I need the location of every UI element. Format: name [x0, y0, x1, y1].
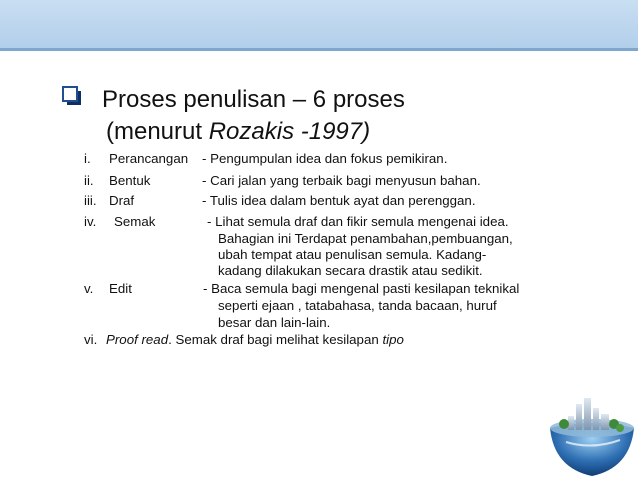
item-term: Semak [114, 214, 156, 229]
subtitle-prefix: (menurut [106, 118, 209, 145]
item-description-italic: tipo [382, 332, 404, 347]
list-item [84, 331, 604, 348]
item-term: Draf [109, 193, 135, 208]
item-continuation: ubah tempat atau penulisan semula. Kadang- [218, 247, 487, 262]
slide-subtitle [106, 116, 370, 148]
item-number: iii. [84, 193, 97, 208]
item-continuation: kadang dilakukan secara drastik atau sedikit. [218, 263, 483, 278]
list-item [84, 150, 604, 167]
header-band [0, 0, 638, 48]
item-description: - Lihat semula draf dan fikir semula mengenai idea. [207, 214, 509, 229]
list-item [84, 280, 604, 297]
item-term: Bentuk [109, 173, 151, 188]
item-continuation: besar dan lain-lain. [218, 315, 331, 330]
subtitle-author: Rozakis -1997) [208, 118, 371, 145]
item-description: . Semak draf bagi melihat kesilapan [168, 332, 383, 347]
item-number: iv. [84, 214, 97, 229]
item-continuation: Bahagian ini Terdapat penambahan,pembuangan, [218, 231, 513, 246]
globe-city-logo-icon [546, 388, 638, 479]
item-continuation: seperti ejaan , tatabahasa, tanda bacaan, huruf [218, 298, 497, 313]
item-term: Edit [109, 281, 132, 296]
item-number: ii. [84, 173, 94, 188]
item-term: Perancangan [109, 151, 189, 166]
item-description: - Tulis idea dalam bentuk ayat dan perenggan. [202, 193, 476, 208]
list-item [84, 172, 604, 189]
item-line [106, 331, 404, 348]
list-item [84, 192, 604, 209]
item-term: Proof read [106, 332, 169, 347]
item-description: - Baca semula bagi mengenal pasti kesilapan teknikal [203, 281, 520, 296]
header-divider [0, 48, 638, 51]
item-description: - Cari jalan yang terbaik bagi menyusun bahan. [202, 173, 481, 188]
item-number: i. [84, 151, 91, 166]
checkbox-bullet-icon [62, 86, 82, 106]
item-number: v. [84, 281, 94, 296]
item-number: vi. [84, 332, 98, 347]
list-item [84, 213, 604, 230]
slide-title: Proses penulisan – 6 proses [102, 86, 405, 113]
item-description: - Pengumpulan idea dan fokus pemikiran. [202, 151, 448, 166]
